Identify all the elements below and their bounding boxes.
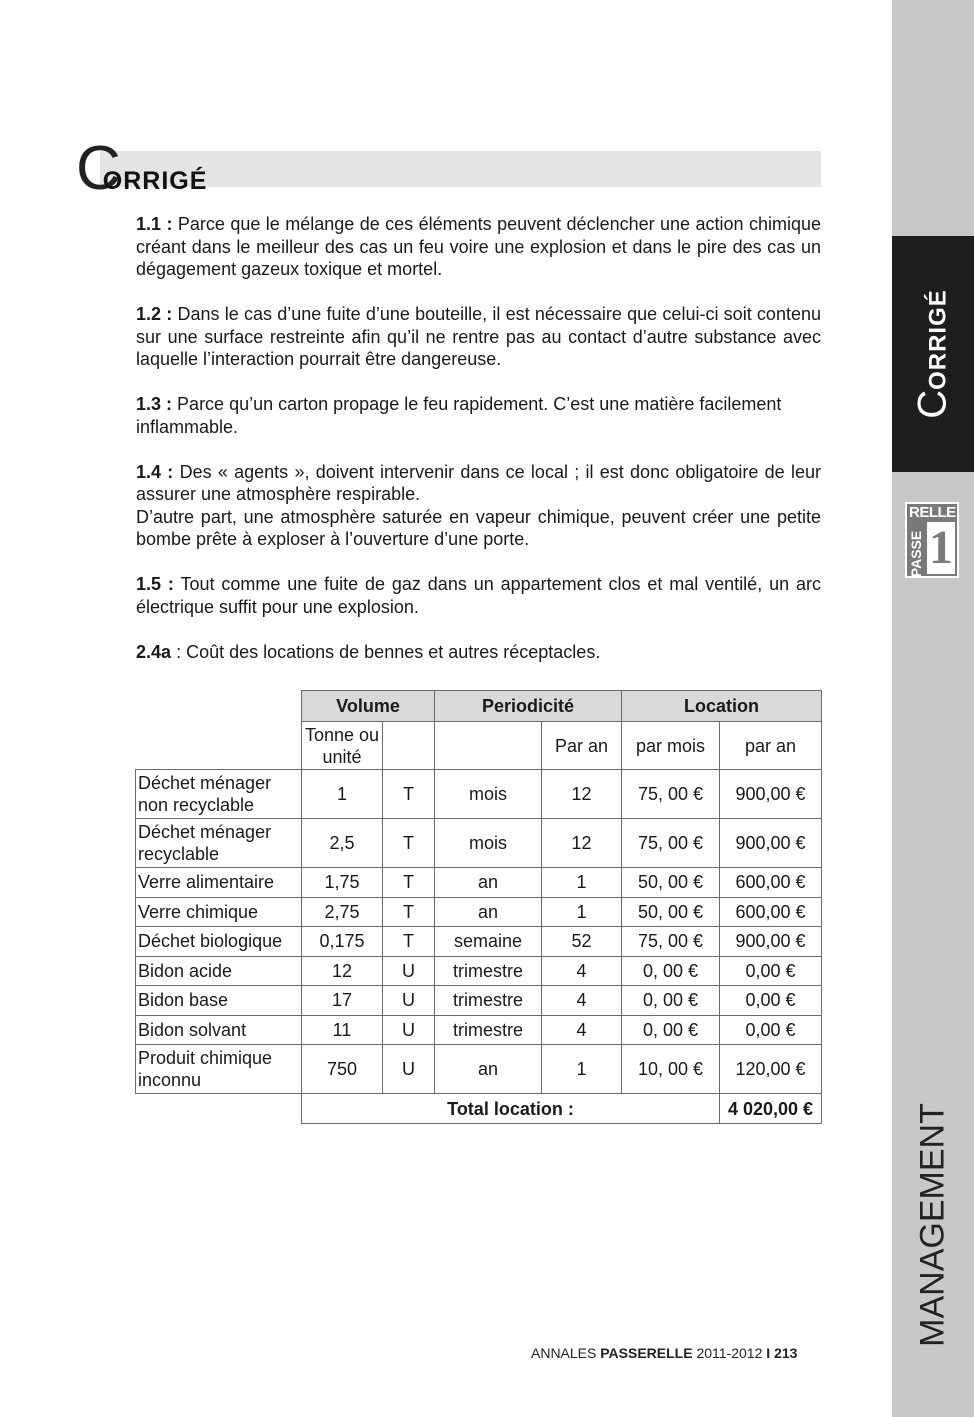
header-location: Location bbox=[622, 691, 822, 722]
row-unit: T bbox=[383, 819, 435, 868]
row-monthly: 0, 00 € bbox=[622, 1015, 720, 1045]
page-title-initial: C bbox=[76, 134, 121, 203]
row-period: trimestre bbox=[435, 956, 542, 986]
row-unit: T bbox=[383, 927, 435, 957]
table-row bbox=[136, 770, 822, 819]
header-par-mois: par mois bbox=[622, 722, 720, 770]
row-quantity: 12 bbox=[302, 956, 383, 986]
row-period: trimestre bbox=[435, 1015, 542, 1045]
table-body bbox=[136, 770, 822, 1094]
table-sub-header bbox=[136, 722, 822, 770]
answer-1-1: 1.1 : Parce que le mélange de ces éléments peuvent déclencher une action chimique créant dans le meilleur des cas un feu voire une explosion et dans le pire des cas un dégagement gazeux toxique et mortel. bbox=[136, 214, 821, 279]
row-yearly: 0,00 € bbox=[720, 956, 822, 986]
row-yearly: 900,00 € bbox=[720, 927, 822, 957]
row-unit: T bbox=[383, 770, 435, 819]
table-row bbox=[136, 956, 822, 986]
table-group-header bbox=[136, 691, 822, 722]
passerelle-logo bbox=[905, 502, 959, 578]
row-per-year: 1 bbox=[542, 1045, 622, 1094]
logo-number: 1 bbox=[929, 521, 953, 574]
row-unit: T bbox=[383, 897, 435, 927]
page-number: 213 bbox=[774, 1345, 798, 1361]
table-row bbox=[136, 819, 822, 868]
row-yearly: 900,00 € bbox=[720, 770, 822, 819]
table-row bbox=[136, 1015, 822, 1045]
logo-side-text: PASSE bbox=[908, 530, 925, 578]
footer-brand: PASSERELLE bbox=[600, 1345, 693, 1361]
row-period: an bbox=[435, 1045, 542, 1094]
footer-prefix: ANNALES bbox=[531, 1345, 597, 1361]
total-label: Total location : bbox=[302, 1094, 720, 1124]
row-quantity: 0,175 bbox=[302, 927, 383, 957]
footer-separator: I bbox=[766, 1345, 771, 1361]
row-name: Déchet ménager non recyclable bbox=[136, 770, 302, 819]
sidebar-corrige-initial: C bbox=[910, 389, 955, 419]
sidebar-corrige-rest: ORRIGÉ bbox=[924, 289, 952, 390]
header-par-an-location: par an bbox=[720, 722, 822, 770]
row-name: Bidon base bbox=[136, 986, 302, 1016]
row-name: Bidon solvant bbox=[136, 1015, 302, 1045]
page-title bbox=[76, 134, 225, 203]
row-name: Déchet biologique bbox=[136, 927, 302, 957]
row-period: an bbox=[435, 868, 542, 898]
answers bbox=[136, 213, 821, 686]
row-per-year: 1 bbox=[542, 868, 622, 898]
row-quantity: 2,75 bbox=[302, 897, 383, 927]
row-monthly: 75, 00 € bbox=[622, 770, 720, 819]
row-per-year: 4 bbox=[542, 956, 622, 986]
row-monthly: 50, 00 € bbox=[622, 868, 720, 898]
row-period: trimestre bbox=[435, 986, 542, 1016]
row-quantity: 750 bbox=[302, 1045, 383, 1094]
table-row bbox=[136, 986, 822, 1016]
row-monthly: 50, 00 € bbox=[622, 897, 720, 927]
table-row bbox=[136, 1045, 822, 1094]
row-monthly: 10, 00 € bbox=[622, 1045, 720, 1094]
row-monthly: 0, 00 € bbox=[622, 956, 720, 986]
logo-top-text: RELLE bbox=[909, 504, 956, 521]
row-quantity: 2,5 bbox=[302, 819, 383, 868]
answer-1-5: 1.5 : Tout comme une fuite de gaz dans un appartement clos et mal ventilé, un arc électrique suffit pour une explosion. bbox=[136, 574, 821, 617]
page-title-rest: ORRIGÉ bbox=[102, 167, 208, 195]
row-name: Verre alimentaire bbox=[136, 868, 302, 898]
row-unit: U bbox=[383, 956, 435, 986]
row-yearly: 120,00 € bbox=[720, 1045, 822, 1094]
header-volume: Volume bbox=[302, 691, 435, 722]
row-unit: U bbox=[383, 1045, 435, 1094]
row-monthly: 75, 00 € bbox=[622, 819, 720, 868]
row-per-year: 12 bbox=[542, 770, 622, 819]
answer-1-3: 1.3 : Parce qu’un carton propage le feu rapidement. C’est une matière facilement inflammable. bbox=[136, 394, 782, 437]
row-period: an bbox=[435, 897, 542, 927]
row-yearly: 0,00 € bbox=[720, 1015, 822, 1045]
total-value: 4 020,00 € bbox=[720, 1094, 822, 1124]
sidebar-section-name: MANAGEMENT bbox=[913, 1103, 952, 1347]
row-period: mois bbox=[435, 770, 542, 819]
row-name: Déchet ménager recyclable bbox=[136, 819, 302, 868]
row-unit: U bbox=[383, 986, 435, 1016]
row-monthly: 0, 00 € bbox=[622, 986, 720, 1016]
table-total-row bbox=[136, 1094, 822, 1124]
row-yearly: 600,00 € bbox=[720, 897, 822, 927]
table-row bbox=[136, 927, 822, 957]
header-periodicite: Periodicité bbox=[435, 691, 622, 722]
row-yearly: 600,00 € bbox=[720, 868, 822, 898]
row-per-year: 12 bbox=[542, 819, 622, 868]
answer-2-4a: 2.4a : Coût des locations de bennes et autres réceptacles. bbox=[136, 641, 601, 662]
row-quantity: 1,75 bbox=[302, 868, 383, 898]
sidebar-corrige-label bbox=[892, 236, 974, 472]
header-par-an: Par an bbox=[542, 722, 622, 770]
row-per-year: 52 bbox=[542, 927, 622, 957]
page-footer bbox=[531, 1345, 797, 1361]
answer-1-2: 1.2 : Dans le cas d’une fuite d’une bouteille, il est nécessaire que celui-ci soit contenu sur une surface restreinte afin qu’il ne rentre pas au contact d’autre substance avec laquelle l’interaction pourrait être dangereuse. bbox=[136, 304, 821, 369]
table-row bbox=[136, 897, 822, 927]
row-yearly: 0,00 € bbox=[720, 986, 822, 1016]
row-period: mois bbox=[435, 819, 542, 868]
row-period: semaine bbox=[435, 927, 542, 957]
row-name: Bidon acide bbox=[136, 956, 302, 986]
row-name: Verre chimique bbox=[136, 897, 302, 927]
row-name: Produit chimique inconnu bbox=[136, 1045, 302, 1094]
row-per-year: 1 bbox=[542, 897, 622, 927]
answer-1-4: 1.4 : Des « agents », doivent intervenir dans ce local ; il est donc obligatoire de leur assurer une atmosphère respirable. D’autre part, une atmosphère saturée en vapeur chimique, peuvent créer une petite bombe prête à exploser à l’ouverture d’une porte. bbox=[136, 461, 821, 549]
table-row bbox=[136, 868, 822, 898]
row-quantity: 1 bbox=[302, 770, 383, 819]
row-per-year: 4 bbox=[542, 1015, 622, 1045]
row-quantity: 11 bbox=[302, 1015, 383, 1045]
header-tonne: Tonne ou unité bbox=[302, 722, 383, 770]
row-yearly: 900,00 € bbox=[720, 819, 822, 868]
row-unit: T bbox=[383, 868, 435, 898]
row-quantity: 17 bbox=[302, 986, 383, 1016]
rental-cost-table bbox=[135, 690, 822, 1124]
row-per-year: 4 bbox=[542, 986, 622, 1016]
footer-years: 2011-2012 bbox=[696, 1345, 763, 1361]
row-monthly: 75, 00 € bbox=[622, 927, 720, 957]
row-unit: U bbox=[383, 1015, 435, 1045]
